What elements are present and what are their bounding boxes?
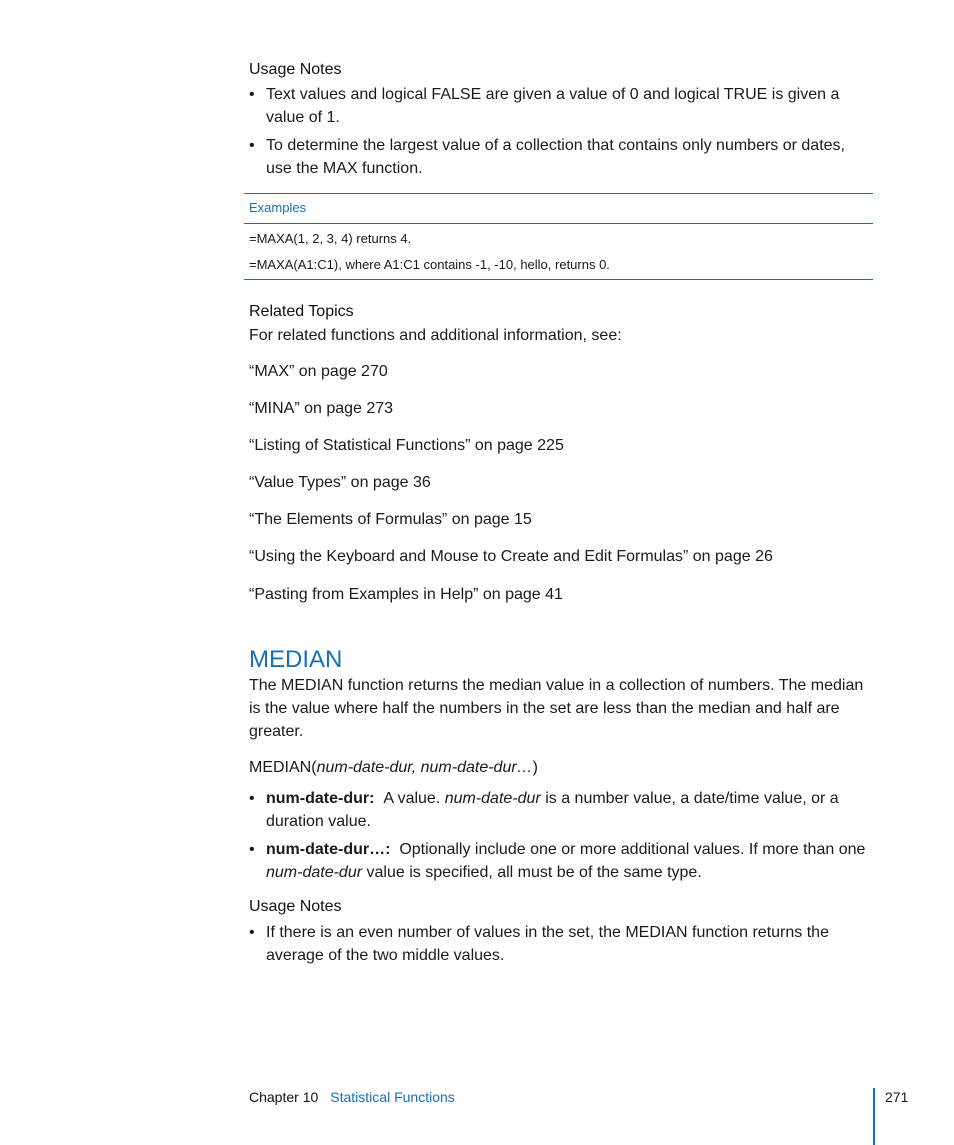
- usage-notes-heading: Usage Notes: [249, 898, 342, 915]
- syntax-close-paren: ): [532, 759, 538, 776]
- syntax-name: MEDIAN: [249, 759, 312, 776]
- argument-pre: A value.: [383, 790, 445, 807]
- argument-list: [249, 787, 874, 889]
- usage-note-text: Text values and logical FALSE are given a value of 0 and logical TRUE is given a value of 1.: [266, 86, 840, 126]
- syntax-args: num-date-dur, num-date-dur…: [316, 759, 533, 776]
- related-topic-link[interactable]: “Pasting from Examples in Help” on page 41: [249, 586, 563, 603]
- argument-pre: Optionally include one or more additional values. If more than one: [399, 841, 866, 858]
- page-footer: [249, 1088, 455, 1106]
- list-item: [249, 134, 874, 180]
- argument-post: value is specified, all must be of the same type.: [362, 864, 702, 881]
- footer-chapter: Chapter 10: [249, 1089, 319, 1105]
- related-topic-link[interactable]: “Value Types” on page 36: [249, 474, 431, 491]
- usage-notes-heading: Usage Notes: [249, 61, 342, 78]
- argument-name: num-date-dur:: [266, 790, 375, 807]
- related-topic-link[interactable]: “MINA” on page 273: [249, 400, 394, 417]
- usage-notes-list: [249, 921, 874, 972]
- bullet-glyph: •: [249, 86, 255, 103]
- example-row: =MAXA(1, 2, 3, 4) returns 4.: [249, 231, 412, 246]
- function-syntax: [249, 758, 874, 778]
- list-item: [249, 83, 874, 129]
- usage-note-text: To determine the largest value of a collection that contains only numbers or dates, use the MAX function.: [266, 137, 845, 177]
- bullet-glyph: •: [249, 137, 255, 154]
- argument-post: is a number value, a date/time value, or a duration value.: [266, 790, 839, 830]
- related-topics-heading: Related Topics: [249, 303, 354, 320]
- bullet-glyph: •: [249, 924, 255, 941]
- list-item: [249, 787, 874, 833]
- related-topic-link[interactable]: “Listing of Statistical Functions” on page 225: [249, 437, 564, 454]
- syntax-open-paren: (: [311, 759, 317, 776]
- examples-table: [244, 193, 873, 280]
- bullet-glyph: •: [249, 841, 255, 858]
- examples-heading: Examples: [244, 194, 873, 224]
- list-item: [249, 838, 874, 884]
- footer-divider: [873, 1088, 875, 1145]
- argument-italic: num-date-dur: [266, 864, 363, 881]
- related-topic-link[interactable]: “The Elements of Formulas” on page 15: [249, 511, 532, 528]
- bullet-glyph: •: [249, 790, 255, 807]
- median-description: The MEDIAN function returns the median value in a collection of numbers. The median is the value where half the numbers in the set are less than the median and half are greater.: [249, 677, 864, 740]
- section-title: MEDIAN: [249, 646, 343, 673]
- usage-note-text: If there is an even number of values in the set, the MEDIAN function returns the average of the two middle values.: [266, 924, 829, 964]
- example-row: =MAXA(A1:C1), where A1:C1 contains -1, -10, hello, returns 0.: [249, 257, 610, 272]
- argument-name: num-date-dur…:: [266, 841, 391, 858]
- related-topics-intro: For related functions and additional information, see:: [249, 327, 622, 344]
- related-topic-link[interactable]: “MAX” on page 270: [249, 363, 388, 380]
- page-number: 271: [885, 1089, 909, 1105]
- usage-notes-list: [249, 83, 874, 185]
- argument-italic: num-date-dur: [444, 790, 541, 807]
- footer-section-link[interactable]: Statistical Functions: [330, 1089, 455, 1105]
- list-item: [249, 921, 874, 967]
- related-topic-link[interactable]: “Using the Keyboard and Mouse to Create and Edit Formulas” on page 26: [249, 548, 773, 565]
